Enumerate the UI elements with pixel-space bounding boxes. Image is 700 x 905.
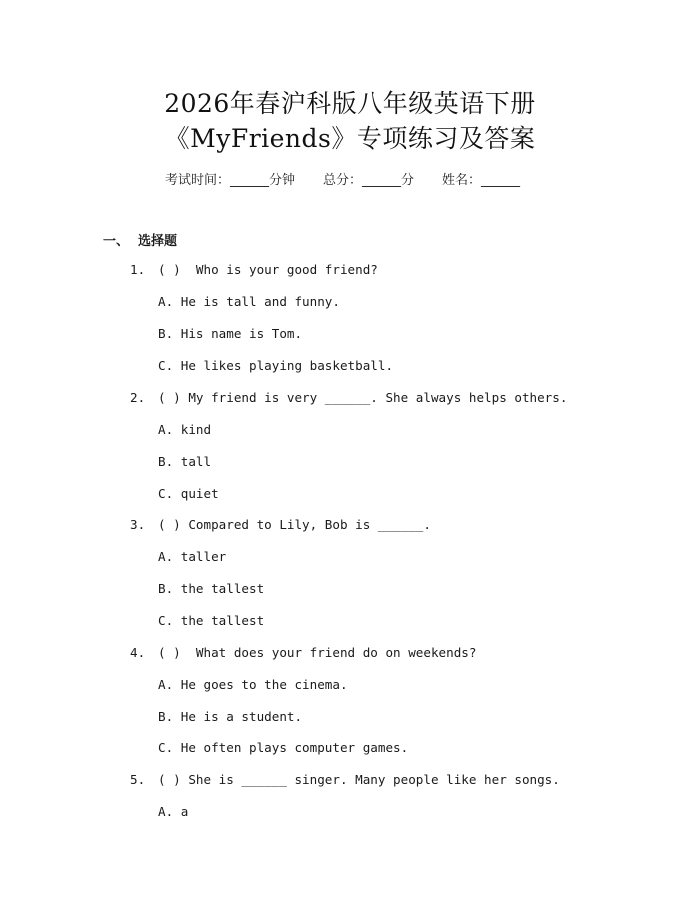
option-a: A. kind <box>158 422 212 437</box>
section-heading <box>103 230 177 249</box>
option-c: C. the tallest <box>158 613 265 628</box>
section-number: 一、 <box>103 234 130 249</box>
question-text: ( ) What does your friend do on weekends? <box>158 645 477 660</box>
section-title: 选择题 <box>138 234 178 249</box>
question-number: 4. <box>130 645 146 660</box>
question-3 <box>130 517 650 535</box>
option-b: B. the tallest <box>158 581 265 596</box>
option-a: A. a <box>158 804 189 819</box>
question-number: 2. <box>130 390 146 405</box>
question-number: 5. <box>130 772 146 787</box>
exam-time-field: 考试时间：______分钟 <box>165 173 296 188</box>
question-text: ( ) Compared to Lily, Bob is ______. <box>158 517 431 532</box>
exam-meta-line <box>165 169 520 188</box>
option-c: C. He often plays computer games. <box>158 740 409 755</box>
option-a: A. He is tall and funny. <box>158 294 340 309</box>
option-b: B. tall <box>158 454 212 469</box>
student-name-field: 姓名：______ <box>442 173 521 188</box>
question-2 <box>130 390 650 408</box>
question-1 <box>130 262 650 280</box>
option-a: A. taller <box>158 549 227 564</box>
question-4 <box>130 645 650 663</box>
option-b: B. His name is Tom. <box>158 326 303 341</box>
option-b: B. He is a student. <box>158 709 303 724</box>
document-title-line-1: 2026年春沪科版八年级英语下册 <box>164 89 536 118</box>
question-text: ( ) Who is your good friend? <box>158 262 378 277</box>
option-c: C. quiet <box>158 486 219 501</box>
option-a: A. He goes to the cinema. <box>158 677 348 692</box>
question-5 <box>130 772 650 790</box>
option-c: C. He likes playing basketball. <box>158 358 394 373</box>
question-text: ( ) She is ______ singer. Many people like her songs. <box>158 772 560 787</box>
question-text: ( ) My friend is very ______. She always helps others. <box>158 390 568 405</box>
question-number: 3. <box>130 517 146 532</box>
total-score-field: 总分：______分 <box>323 173 415 188</box>
document-title-line-2: 《MyFriends》专项练习及答案 <box>164 124 536 153</box>
question-number: 1. <box>130 262 146 277</box>
